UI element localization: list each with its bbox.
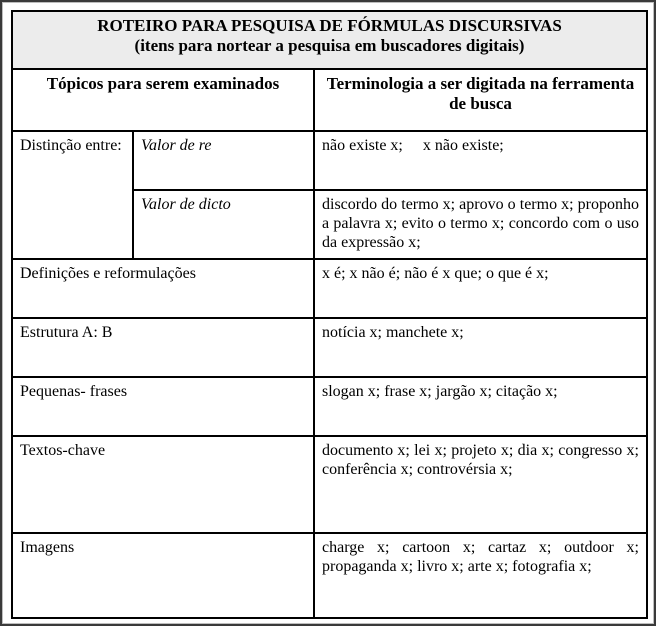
table-row [12,131,647,190]
topic-textos-chave: Textos-chave [12,436,314,533]
terms-valor-de-dicto: discordo do termo x; aprovo o termo x; proponho a palavra x; evito o termo x; concordo com o uso da expressão x; [314,190,647,259]
title-row [12,11,647,69]
title-line-1: ROTEIRO PARA PESQUISA DE FÓRMULAS DISCURSIVAS [97,16,562,35]
table-row [12,436,647,533]
topic-distincao: Distinção entre: [12,131,133,259]
label-valor-de-dicto: Valor de dicto [133,190,314,259]
table-row [12,533,647,618]
topic-estrutura: Estrutura A: B [12,318,314,377]
topic-pequenas-frases: Pequenas- frases [12,377,314,436]
table-row [12,377,647,436]
header-row [12,69,647,131]
table-title [12,11,647,69]
topic-imagens: Imagens [12,533,314,618]
header-terminology: Terminologia a ser digitada na ferramenta de busca [314,69,647,131]
terms-estrutura: notícia x; manchete x; [314,318,647,377]
header-topics: Tópicos para serem examinados [12,69,314,131]
table-row [12,318,647,377]
research-guide-table [11,10,648,619]
terms-pequenas-frases: slogan x; frase x; jargão x; citação x; [314,377,647,436]
term-nao-existe-x: não existe x; [322,137,403,154]
topic-definicoes: Definições e reformulações [12,259,314,318]
terms-textos-chave: documento x; lei x; projeto x; dia x; congresso x; conferência x; controvérsia x; [314,436,647,533]
terms-imagens: charge x; cartoon x; cartaz x; outdoor x; propaganda x; livro x; arte x; fotografia x; [314,533,647,618]
table-row [12,259,647,318]
terms-definicoes: x é; x não é; não é x que; o que é x; [314,259,647,318]
title-line-2: (itens para nortear a pesquisa em buscadores digitais) [134,36,525,55]
label-valor-de-re: Valor de re [133,131,314,190]
terms-valor-de-re [314,131,647,190]
term-x-nao-existe: x não existe; [422,137,504,154]
